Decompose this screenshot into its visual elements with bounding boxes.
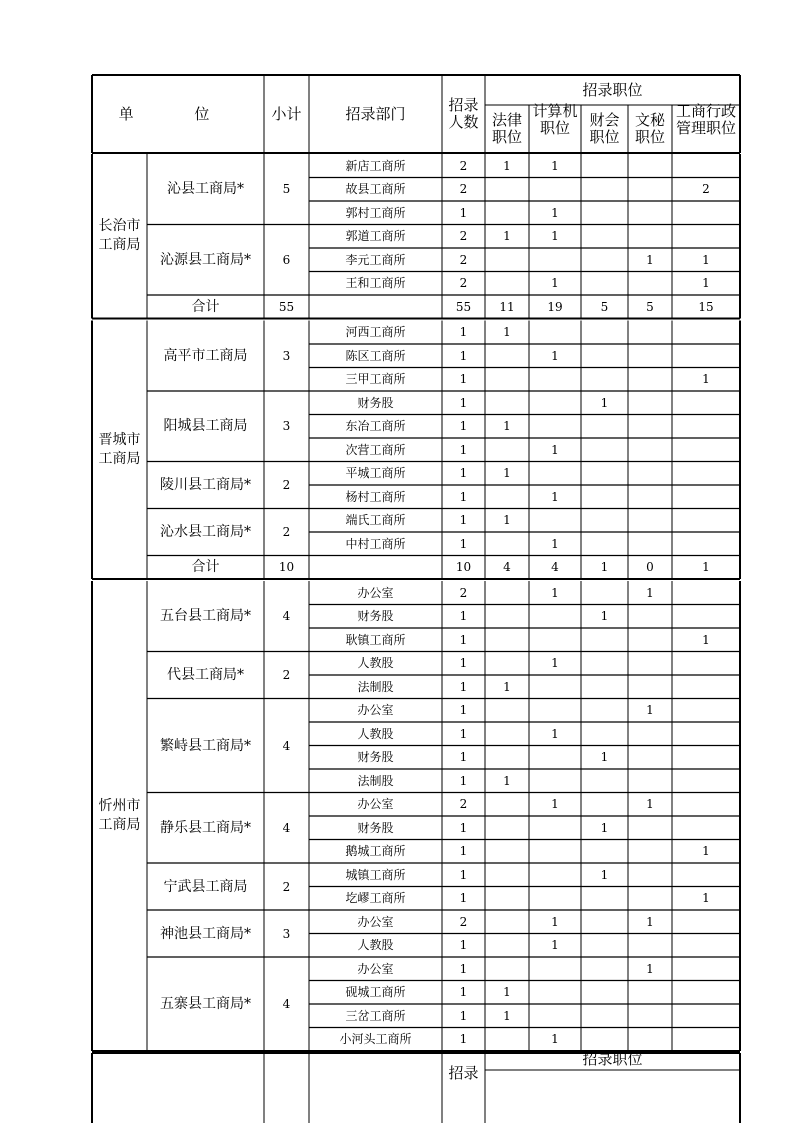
bureau-subtotal: 4	[282, 820, 291, 835]
position-value-cell: 1	[551, 1032, 559, 1047]
position-value-cell: 1	[702, 632, 710, 647]
position-value-cell: 1	[503, 985, 511, 1000]
bureau-name: 沁源县工商局*	[160, 251, 251, 268]
position-value-cell: 1	[600, 867, 609, 882]
header-position-2: 计算机职位	[532, 103, 578, 137]
department-cell: 王和工商所	[345, 276, 406, 291]
department-cell: 办公室	[357, 961, 394, 976]
department-cell: 办公室	[357, 703, 394, 718]
department-cell: 次营工商所	[345, 442, 406, 457]
department-cell: 人教股	[357, 726, 394, 741]
count-cell: 1	[459, 656, 468, 671]
department-cell: 财务股	[357, 609, 394, 624]
city-total-value: 5	[600, 299, 609, 314]
count-cell: 1	[459, 536, 468, 551]
department-cell: 东冶工商所	[345, 419, 406, 434]
city-total-count: 10	[455, 560, 472, 575]
city-total-count: 55	[455, 299, 472, 314]
header-position-1: 法律职位	[491, 111, 522, 146]
department-cell: 办公室	[357, 797, 394, 812]
city-total-value: 4	[503, 560, 511, 575]
department-cell: 砚城工商所	[345, 985, 406, 1000]
department-cell: 郭村工商所	[345, 205, 406, 220]
count-cell: 2	[459, 229, 468, 244]
position-value-cell: 1	[702, 252, 710, 267]
count-cell: 1	[459, 372, 468, 387]
count-cell: 1	[459, 632, 468, 647]
bureau-subtotal: 2	[282, 668, 291, 682]
count-cell: 1	[459, 1032, 468, 1047]
count-cell: 1	[459, 726, 468, 741]
department-cell: 三岔工商所	[345, 1008, 406, 1023]
bureau-name: 五台县工商局*	[160, 608, 251, 625]
department-cell: 新店工商所	[345, 158, 406, 173]
department-cell: 鹅城工商所	[345, 844, 406, 859]
department-cell: 人教股	[357, 656, 394, 671]
count-cell: 1	[459, 820, 468, 835]
city-total-label: 合计	[191, 559, 220, 576]
bureau-subtotal: 3	[282, 419, 291, 434]
count-cell: 2	[459, 585, 468, 600]
position-value-cell: 1	[503, 229, 511, 244]
position-value-cell: 1	[551, 205, 559, 220]
bureau-name: 五寨县工商局*	[160, 996, 251, 1012]
position-value-cell: 1	[646, 961, 654, 976]
header-department: 招录部门	[345, 104, 406, 123]
count-cell: 1	[459, 395, 468, 410]
count-cell: 1	[459, 844, 468, 859]
position-value-cell: 1	[551, 276, 559, 291]
department-cell: 人教股	[357, 938, 394, 953]
department-cell: 端氏工商所	[345, 513, 406, 528]
position-value-cell: 1	[551, 726, 559, 741]
count-cell: 1	[459, 679, 468, 694]
count-cell: 2	[459, 914, 468, 929]
count-cell: 1	[459, 348, 468, 363]
city-total-value: 1	[702, 560, 710, 575]
city-name: 长治市工商局	[98, 218, 141, 254]
position-value-cell: 1	[503, 466, 511, 481]
position-value-cell: 1	[600, 820, 609, 835]
count-cell: 1	[459, 867, 468, 882]
city-total-subtotal: 55	[278, 299, 295, 314]
city-total-label: 合计	[191, 298, 220, 315]
bureau-subtotal: 5	[282, 182, 291, 197]
count-cell: 2	[459, 182, 468, 197]
count-cell: 1	[459, 466, 468, 481]
position-value-cell: 1	[551, 914, 559, 929]
department-cell: 办公室	[357, 585, 394, 600]
count-cell: 1	[459, 325, 468, 340]
position-value-cell: 1	[503, 679, 511, 694]
header-subtotal: 小计	[271, 104, 302, 123]
bureau-subtotal: 4	[282, 738, 291, 753]
position-value-cell: 1	[503, 419, 511, 434]
header-count: 招录人数	[448, 96, 479, 131]
count-cell: 1	[459, 205, 468, 220]
department-cell: 城镇工商所	[345, 867, 406, 882]
city-name: 忻州市工商局	[98, 798, 141, 833]
position-value-cell: 1	[551, 229, 559, 244]
city-total-value: 19	[547, 299, 563, 314]
header-position-4: 文秘职位	[634, 111, 665, 146]
position-value-cell: 1	[551, 348, 559, 363]
position-value-cell: 1	[702, 372, 710, 387]
department-cell: 圪嵺工商所	[345, 891, 406, 906]
count-cell: 1	[459, 750, 468, 765]
position-value-cell: 1	[551, 938, 559, 953]
count-cell: 1	[459, 489, 468, 504]
city-total-value: 11	[499, 299, 515, 314]
bureau-name: 沁水县工商局*	[160, 524, 251, 540]
position-value-cell: 1	[551, 585, 559, 600]
position-value-cell: 1	[503, 513, 511, 528]
bureau-name: 代县工商局*	[167, 667, 244, 683]
department-cell: 平城工商所	[345, 466, 406, 481]
city-total-value: 0	[646, 560, 654, 575]
department-cell: 财务股	[357, 750, 394, 765]
count-cell: 1	[459, 773, 468, 788]
bureau-subtotal: 3	[282, 348, 291, 363]
bureau-name: 宁武县工商局	[163, 878, 248, 895]
count-cell: 1	[459, 609, 468, 624]
city-total-value: 1	[600, 560, 609, 575]
count-cell: 1	[459, 442, 468, 457]
bureau-subtotal: 2	[282, 525, 291, 539]
bureau-name: 神池县工商局*	[160, 925, 251, 942]
bureau-subtotal: 4	[282, 609, 291, 624]
position-value-cell: 1	[702, 844, 710, 859]
position-value-cell: 1	[551, 158, 559, 173]
count-cell: 1	[459, 891, 468, 906]
city-total-subtotal: 10	[278, 560, 295, 575]
position-value-cell: 1	[646, 914, 654, 929]
department-cell: 陈区工商所	[345, 348, 406, 363]
position-value-cell: 1	[503, 773, 511, 788]
bureau-name: 沁县工商局*	[167, 181, 244, 198]
department-cell: 耿镇工商所	[345, 632, 406, 647]
position-value-cell: 1	[551, 442, 559, 457]
department-cell: 办公室	[357, 914, 394, 929]
header-unit: 单 位	[118, 104, 238, 123]
bureau-subtotal: 4	[282, 997, 291, 1011]
department-cell: 河西工商所	[345, 325, 406, 340]
header-position-3: 财会职位	[589, 111, 620, 146]
bureau-name: 阳城县工商局	[163, 418, 248, 435]
count-cell: 2	[459, 797, 468, 812]
bureau-subtotal: 2	[282, 478, 291, 492]
position-value-cell: 1	[503, 325, 511, 340]
count-cell: 1	[459, 961, 468, 976]
count-cell: 1	[459, 703, 468, 718]
position-value-cell: 2	[702, 182, 710, 197]
department-cell: 李元工商所	[345, 252, 406, 267]
position-value-cell: 1	[551, 656, 559, 671]
position-value-cell: 1	[600, 395, 609, 410]
count-cell: 1	[459, 985, 468, 1000]
department-cell: 杨村工商所	[345, 489, 406, 504]
department-cell: 法制股	[357, 773, 394, 788]
count-cell: 1	[459, 419, 468, 434]
city-total-value: 5	[646, 299, 654, 314]
bureau-name: 高平市工商局	[163, 347, 248, 364]
department-cell: 中村工商所	[345, 536, 406, 551]
position-value-cell: 1	[551, 489, 559, 504]
count-cell: 2	[459, 252, 468, 267]
position-value-cell: 1	[600, 750, 609, 765]
position-value-cell: 1	[646, 797, 654, 812]
position-value-cell: 1	[551, 797, 559, 812]
bureau-name: 繁峙县工商局*	[160, 737, 251, 754]
department-cell: 三甲工商所	[345, 372, 406, 387]
bureau-subtotal: 2	[282, 879, 291, 894]
position-value-cell: 1	[600, 609, 609, 624]
position-value-cell: 1	[646, 585, 654, 600]
city-total-value: 4	[551, 560, 559, 575]
header-position-5: 工商行政 管理职位	[675, 103, 736, 137]
department-cell: 财务股	[357, 820, 394, 835]
department-cell: 郭道工商所	[345, 229, 406, 244]
position-value-cell: 1	[646, 252, 654, 267]
department-cell: 财务股	[357, 395, 394, 410]
department-cell: 故县工商所	[345, 182, 406, 197]
city-total-value: 15	[698, 299, 714, 314]
position-value-cell: 1	[551, 536, 559, 551]
city-name: 晋城市工商局	[98, 431, 141, 467]
department-cell: 小河头工商所	[339, 1032, 412, 1047]
bureau-name: 陵川县工商局*	[160, 477, 251, 493]
position-value-cell: 1	[503, 1008, 511, 1023]
position-value-cell: 1	[702, 891, 710, 906]
position-value-cell: 1	[702, 276, 710, 291]
position-value-cell: 1	[503, 158, 511, 173]
position-value-cell: 1	[646, 703, 654, 718]
count-cell: 2	[459, 276, 468, 291]
count-cell: 1	[459, 1008, 468, 1023]
bureau-subtotal: 3	[282, 926, 291, 941]
count-cell: 1	[459, 938, 468, 953]
count-cell: 1	[459, 513, 468, 528]
department-cell: 法制股	[357, 679, 394, 694]
header-positions-group: 招录职位	[582, 80, 643, 99]
count-cell: 2	[459, 158, 468, 173]
bureau-subtotal: 6	[282, 252, 291, 267]
next-header-count: 招录	[448, 1064, 479, 1082]
bureau-name: 静乐县工商局*	[160, 819, 251, 836]
next-header-positions-group: 招录职位	[582, 1050, 643, 1068]
